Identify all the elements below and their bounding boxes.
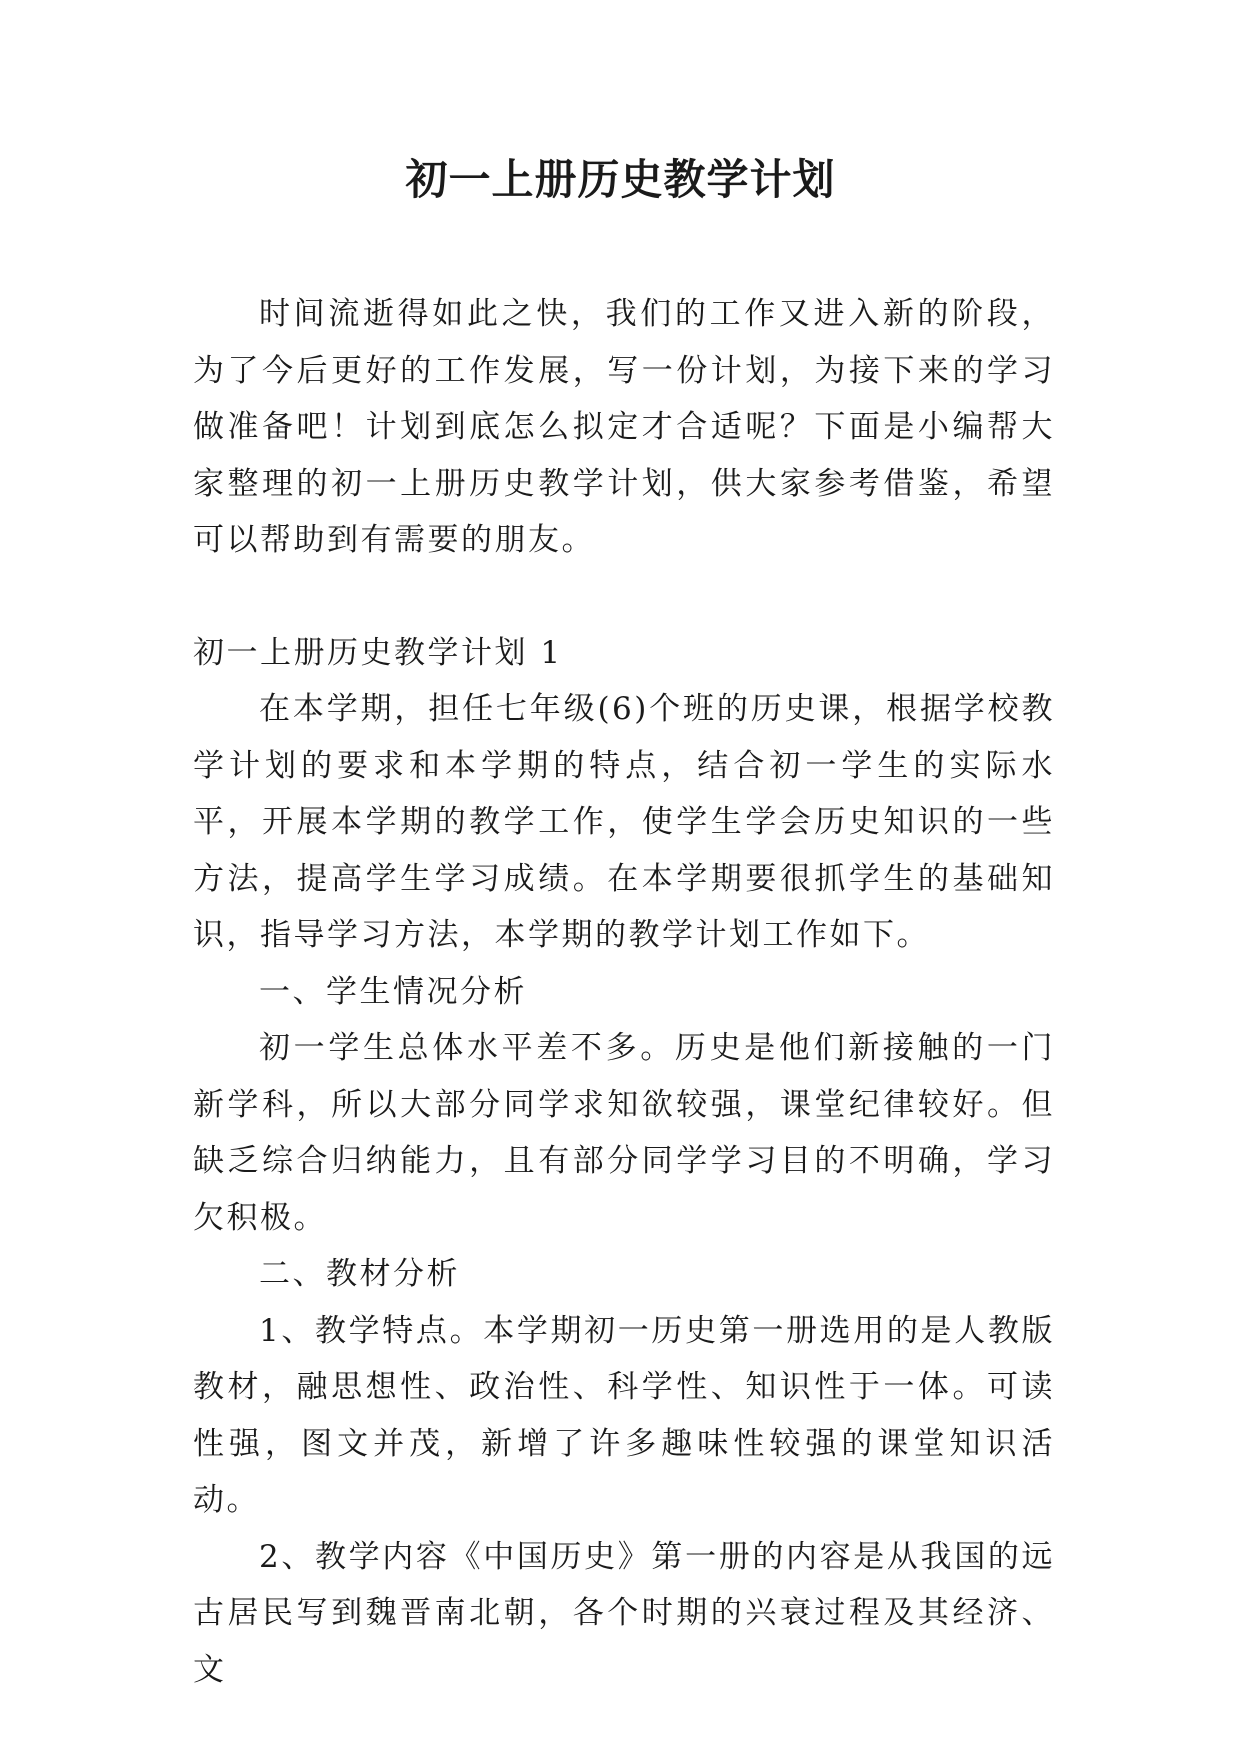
body-paragraph: 2、教学内容《中国历史》第一册的内容是从我国的远古居民写到魏晋南北朝，各个时期的兴衰过程及其经济、文: [193, 1538, 1055, 1688]
section-heading: 初一上册历史教学计划 1: [193, 634, 563, 671]
subsection-heading: 二、教材分析: [259, 1256, 460, 1292]
subsection-heading: 一、学生情况分析: [259, 973, 527, 1010]
document-title: 初一上册历史教学计划: [405, 155, 836, 204]
body-paragraph: 初一学生总体水平差不多。历史是他们新接触的一门新学科，所以大部分同学求知欲较强，课堂纪律较好。但缺乏综合归纳能力，且有部分同学学习目的不明确，学习欠积极。: [193, 1030, 1055, 1236]
intro-paragraph: 时间流逝得如此之快，我们的工作又进入新的阶段，为了今后更好的工作发展，写一份计划，为接下来的学习做准备吧！计划到底怎么拟定才合适呢？下面是小编帮大家整理的初一上册历史教学计划，供大家参考借鉴，希望可以帮助到有需要的朋友。: [193, 296, 1055, 558]
document-body: [193, 286, 1055, 1698]
body-paragraph: 在本学期，担任七年级(6)个班的历史课，根据学校教学计划的要求和本学期的特点，结合初一学生的实际水平，开展本学期的教学工作，使学生学会历史知识的一些方法，提高学生学习成绩。在本学期要很抓学生的基础知识，指导学习方法，本学期的教学计划工作如下。: [193, 691, 1055, 953]
body-paragraph: 1、教学特点。本学期初一历史第一册选用的是人教版教材，融思想性、政治性、科学性、知识性于一体。可读性强，图文并茂，新增了许多趣味性较强的课堂知识活动。: [193, 1312, 1055, 1518]
